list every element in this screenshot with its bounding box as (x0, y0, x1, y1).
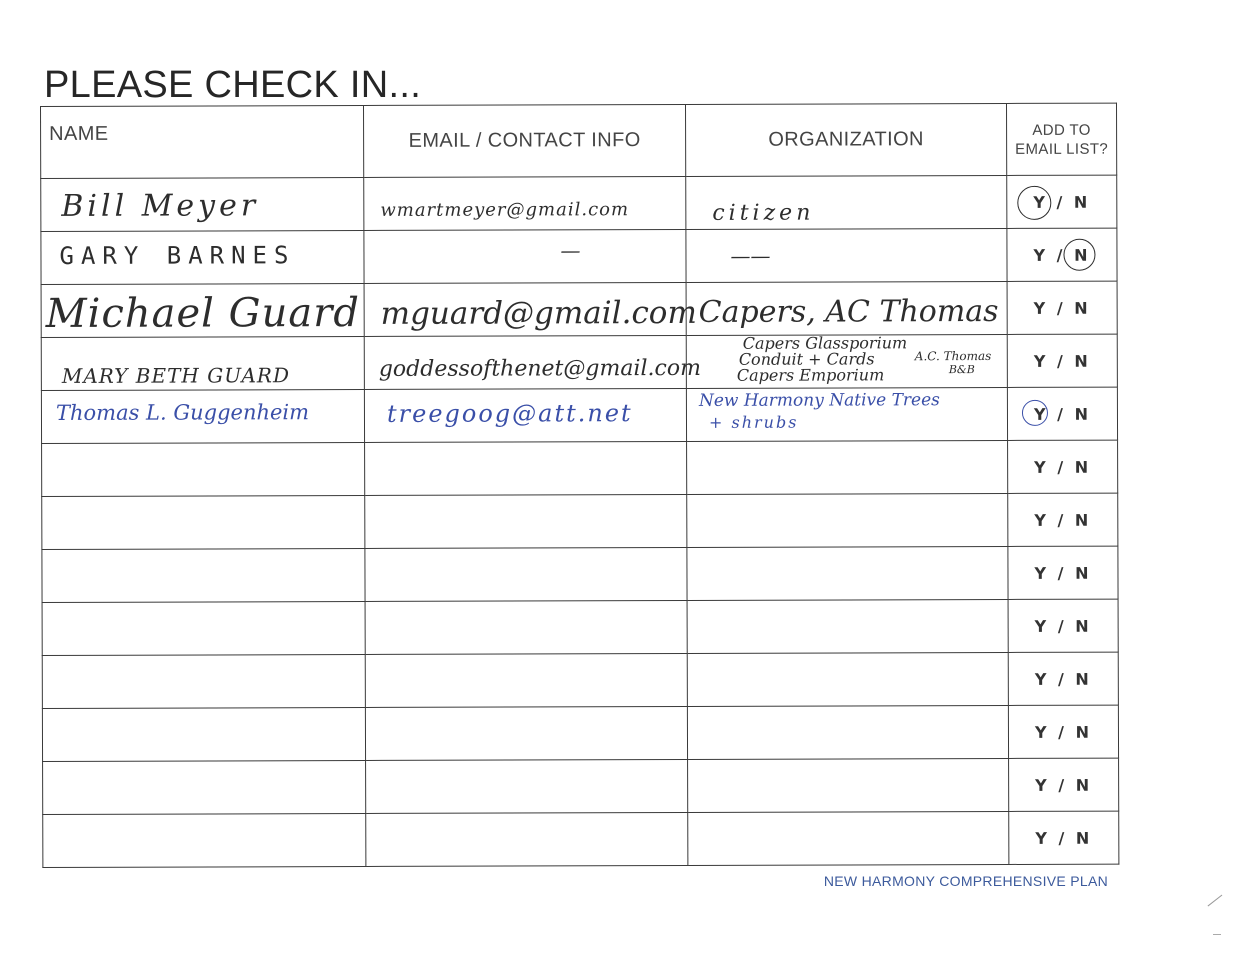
handwritten-email: goddessofthenet@gmail.com (378, 355, 701, 382)
handwritten-organization: —— (730, 243, 771, 268)
name-cell[interactable] (42, 707, 365, 761)
handwritten-email: treegoog@att.net (386, 399, 633, 428)
header-row (41, 103, 1117, 178)
handwritten-org-note-line1: A.C. Thomas (914, 349, 992, 364)
email-list-choice[interactable] (1007, 281, 1117, 334)
email-cell[interactable] (365, 441, 687, 495)
email-cell[interactable] (365, 547, 687, 601)
yn-label: Y / N (1035, 828, 1093, 848)
yn-label: Y / N (1034, 457, 1092, 477)
email-cell[interactable] (364, 335, 701, 389)
handwritten-email: — (560, 238, 581, 263)
email-cell[interactable] (365, 600, 687, 654)
handwritten-name: MARY BETH GUARD (61, 363, 291, 388)
handwritten-name: GARY BARNES (59, 241, 296, 270)
email-cell[interactable] (364, 282, 697, 336)
handwritten-name: Bill Meyer (61, 188, 260, 224)
check-in-sheet (40, 103, 1118, 854)
email-list-choice[interactable] (1007, 228, 1117, 281)
organization-cell[interactable] (687, 652, 1008, 706)
table-row (41, 281, 1117, 337)
organization-cell[interactable] (686, 175, 1007, 229)
email-list-choice[interactable] (1009, 758, 1119, 811)
column-header-name: NAME (41, 105, 364, 178)
table-row (41, 175, 1117, 231)
column-header-add-to-email-list (1006, 103, 1116, 175)
yn-label: Y / N (1033, 245, 1091, 265)
email-cell[interactable] (365, 653, 687, 707)
email-list-choice[interactable] (1009, 811, 1119, 864)
email-list-choice[interactable] (1007, 387, 1117, 440)
name-cell[interactable] (42, 548, 365, 602)
table-row (41, 387, 1117, 443)
yn-label: Y / N (1034, 669, 1092, 689)
email-cell[interactable] (365, 706, 687, 760)
organization-cell[interactable] (687, 705, 1008, 759)
email-list-choice[interactable] (1007, 334, 1117, 387)
check-in-table (40, 103, 1119, 868)
yn-label: Y / N (1034, 510, 1092, 530)
email-cell[interactable] (364, 388, 686, 442)
column-header-email: EMAIL / CONTACT INFO (363, 104, 685, 177)
table-row (43, 758, 1119, 814)
name-cell[interactable] (42, 442, 365, 496)
yn-label: Y / N (1033, 192, 1091, 212)
handwritten-organization: Capers, AC Thomas (698, 293, 999, 330)
yn-label: Y / N (1033, 404, 1091, 424)
email-cell[interactable] (364, 229, 686, 283)
name-cell[interactable] (41, 177, 364, 231)
table-row (41, 228, 1117, 284)
email-cell[interactable] (364, 176, 686, 230)
handwritten-organization: citizen (712, 200, 815, 226)
name-cell[interactable] (41, 389, 364, 443)
email-list-choice[interactable] (1008, 546, 1118, 599)
email-cell[interactable] (365, 494, 687, 548)
footer-plan-name: NEW HARMONY COMPREHENSIVE PLAN (823, 873, 1108, 889)
organization-cell[interactable] (687, 493, 1008, 547)
email-cell[interactable] (366, 812, 688, 866)
add-to-label-line1: ADD TO (1032, 121, 1091, 139)
handwritten-org-line1: Capers Glassporium (742, 333, 908, 353)
email-list-choice[interactable] (1007, 175, 1117, 228)
organization-cell[interactable] (687, 599, 1008, 653)
table-row (42, 705, 1118, 761)
table-row (41, 334, 1117, 390)
name-cell[interactable] (42, 601, 365, 655)
name-cell[interactable] (43, 813, 366, 867)
name-cell[interactable] (42, 654, 365, 708)
yn-label: Y / N (1033, 351, 1091, 371)
handwritten-email: wmartmeyer@gmail.com (380, 199, 630, 221)
table-row (42, 440, 1118, 496)
organization-cell[interactable] (686, 281, 1007, 335)
email-list-choice[interactable] (1008, 705, 1118, 758)
handwritten-org-line3: Capers Emporium (736, 365, 885, 385)
handwritten-org-line2: Conduit + Cards (738, 349, 875, 369)
name-cell[interactable] (43, 760, 366, 814)
column-header-organization: ORGANIZATION (685, 103, 1006, 176)
organization-cell[interactable] (688, 758, 1009, 812)
add-to-label-line2: EMAIL LIST? (1015, 140, 1109, 158)
table-row (42, 493, 1118, 549)
handwritten-org-line1: New Harmony Native Trees (698, 390, 940, 411)
handwritten-name: Thomas L. Guggenheim (55, 400, 310, 425)
handwritten-org-note-line2: B&B (948, 363, 975, 377)
table-row (42, 599, 1118, 655)
scan-edge-mark (1208, 895, 1223, 907)
yn-label: Y / N (1035, 775, 1093, 795)
name-cell[interactable] (41, 283, 364, 337)
email-cell[interactable] (366, 759, 688, 813)
yn-label: Y / N (1034, 616, 1092, 636)
yn-label: Y / N (1033, 298, 1091, 318)
email-list-choice[interactable] (1008, 440, 1118, 493)
table-row (43, 811, 1119, 867)
table-row (42, 652, 1118, 708)
organization-cell[interactable] (686, 334, 1007, 388)
yn-label: Y / N (1034, 563, 1092, 583)
table-row (42, 546, 1118, 602)
organization-cell[interactable] (688, 811, 1009, 865)
organization-cell[interactable] (686, 387, 1007, 441)
organization-cell[interactable] (687, 546, 1008, 600)
organization-cell[interactable] (686, 228, 1007, 282)
name-cell[interactable] (42, 495, 365, 549)
handwritten-name: Michael Guard (45, 289, 360, 337)
email-list-choice[interactable] (1008, 599, 1118, 652)
organization-cell[interactable] (687, 440, 1008, 494)
scan-edge-mark (1213, 934, 1221, 935)
name-cell[interactable] (41, 230, 364, 284)
email-list-choice[interactable] (1008, 652, 1118, 705)
email-list-choice[interactable] (1008, 493, 1118, 546)
yn-label: Y / N (1034, 722, 1092, 742)
name-cell[interactable] (41, 336, 364, 390)
handwritten-email: mguard@gmail.com (380, 294, 697, 332)
page-title: PLEASE CHECK IN... (44, 64, 422, 106)
handwritten-org-line2: + shrubs (708, 412, 799, 432)
